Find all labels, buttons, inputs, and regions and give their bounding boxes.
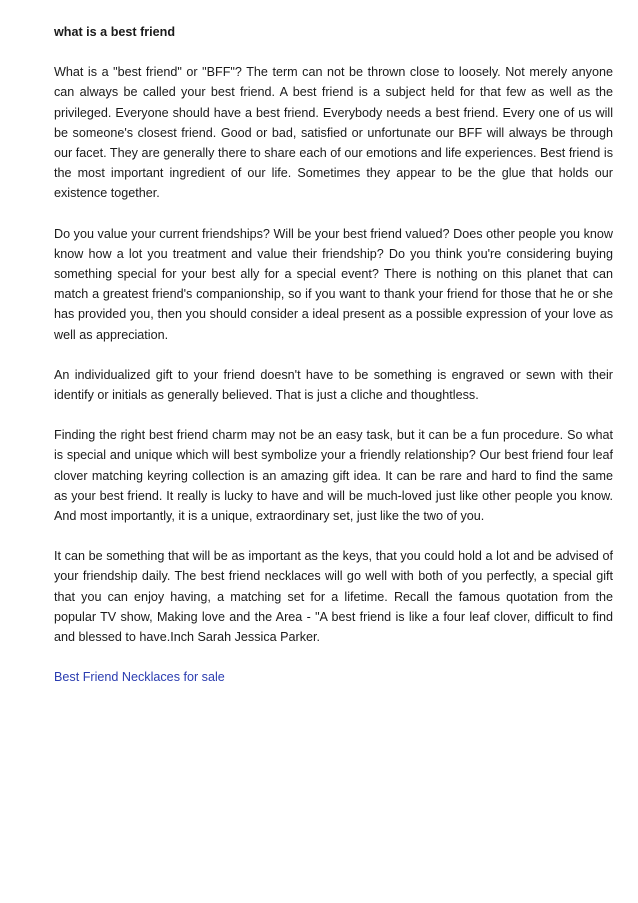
- necklaces-link[interactable]: Best Friend Necklaces for sale: [54, 670, 225, 685]
- paragraph-2: Do you value your current friendships? Will be your best friend valued? Does other people you know know how a lot you treatment and value their friendship? Do you think you're considering buying something special for your best ally for a special event? There is nothing on this planet that can match a greatest friend's companionship, so if you want to thank your friend for those that he or she has provided you, then you should consider a ideal present as a possible expression of your love as well as appreciation.: [54, 226, 613, 342]
- document-title: what is a best friend: [54, 25, 176, 39]
- paragraph-5: It can be something that will be as important as the keys, that you could hold a lot and be advised of your friendship daily. The best friend necklaces will go well with both of you perfectly, a special gift that you can enjoy having, a matching set for a lifetime. Recall the famous quotation from the popular TV show, Making love and the Area - "A best friend is like a four leaf clover, difficult to find and blessed to have.Inch Sarah Jessica Parker.: [54, 549, 613, 645]
- paragraph-3: An individualized gift to your friend doesn't have to be something is engraved or sewn with their identify or initials as generally believed. That is just a cliche and thoughtless.: [54, 367, 613, 403]
- paragraph-1: What is a "best friend" or "BFF"? The term can not be thrown close to loosely. Not merely anyone can always be called your best friend. A best friend is a subject held for that few as well as the privileged. Everyone should have a best friend. Everybody needs a best friend. Every one of us will be someone's closest friend. Good or bad, satisfied or unfortunate our BFF will always be through our facet. They are generally there to share each of our emotions and life experiences. Best friend is the most important ingredient of our life. Sometimes they appear to be the glue that holds our existence together.: [54, 65, 613, 201]
- paragraph-4: Finding the right best friend charm may not be an easy task, but it can be a fun procedure. So what is special and unique which will best symbolize your a friendly relationship? Our best friend four leaf clover matching keyring collection is an amazing gift idea. It can be rare and hard to find the same as your best friend. It really is lucky to have and will be much-loved just like other people you know. And most importantly, it is a unique, extraordinary set, just like the two of you.: [54, 428, 613, 524]
- document-page: [54, 22, 613, 687]
